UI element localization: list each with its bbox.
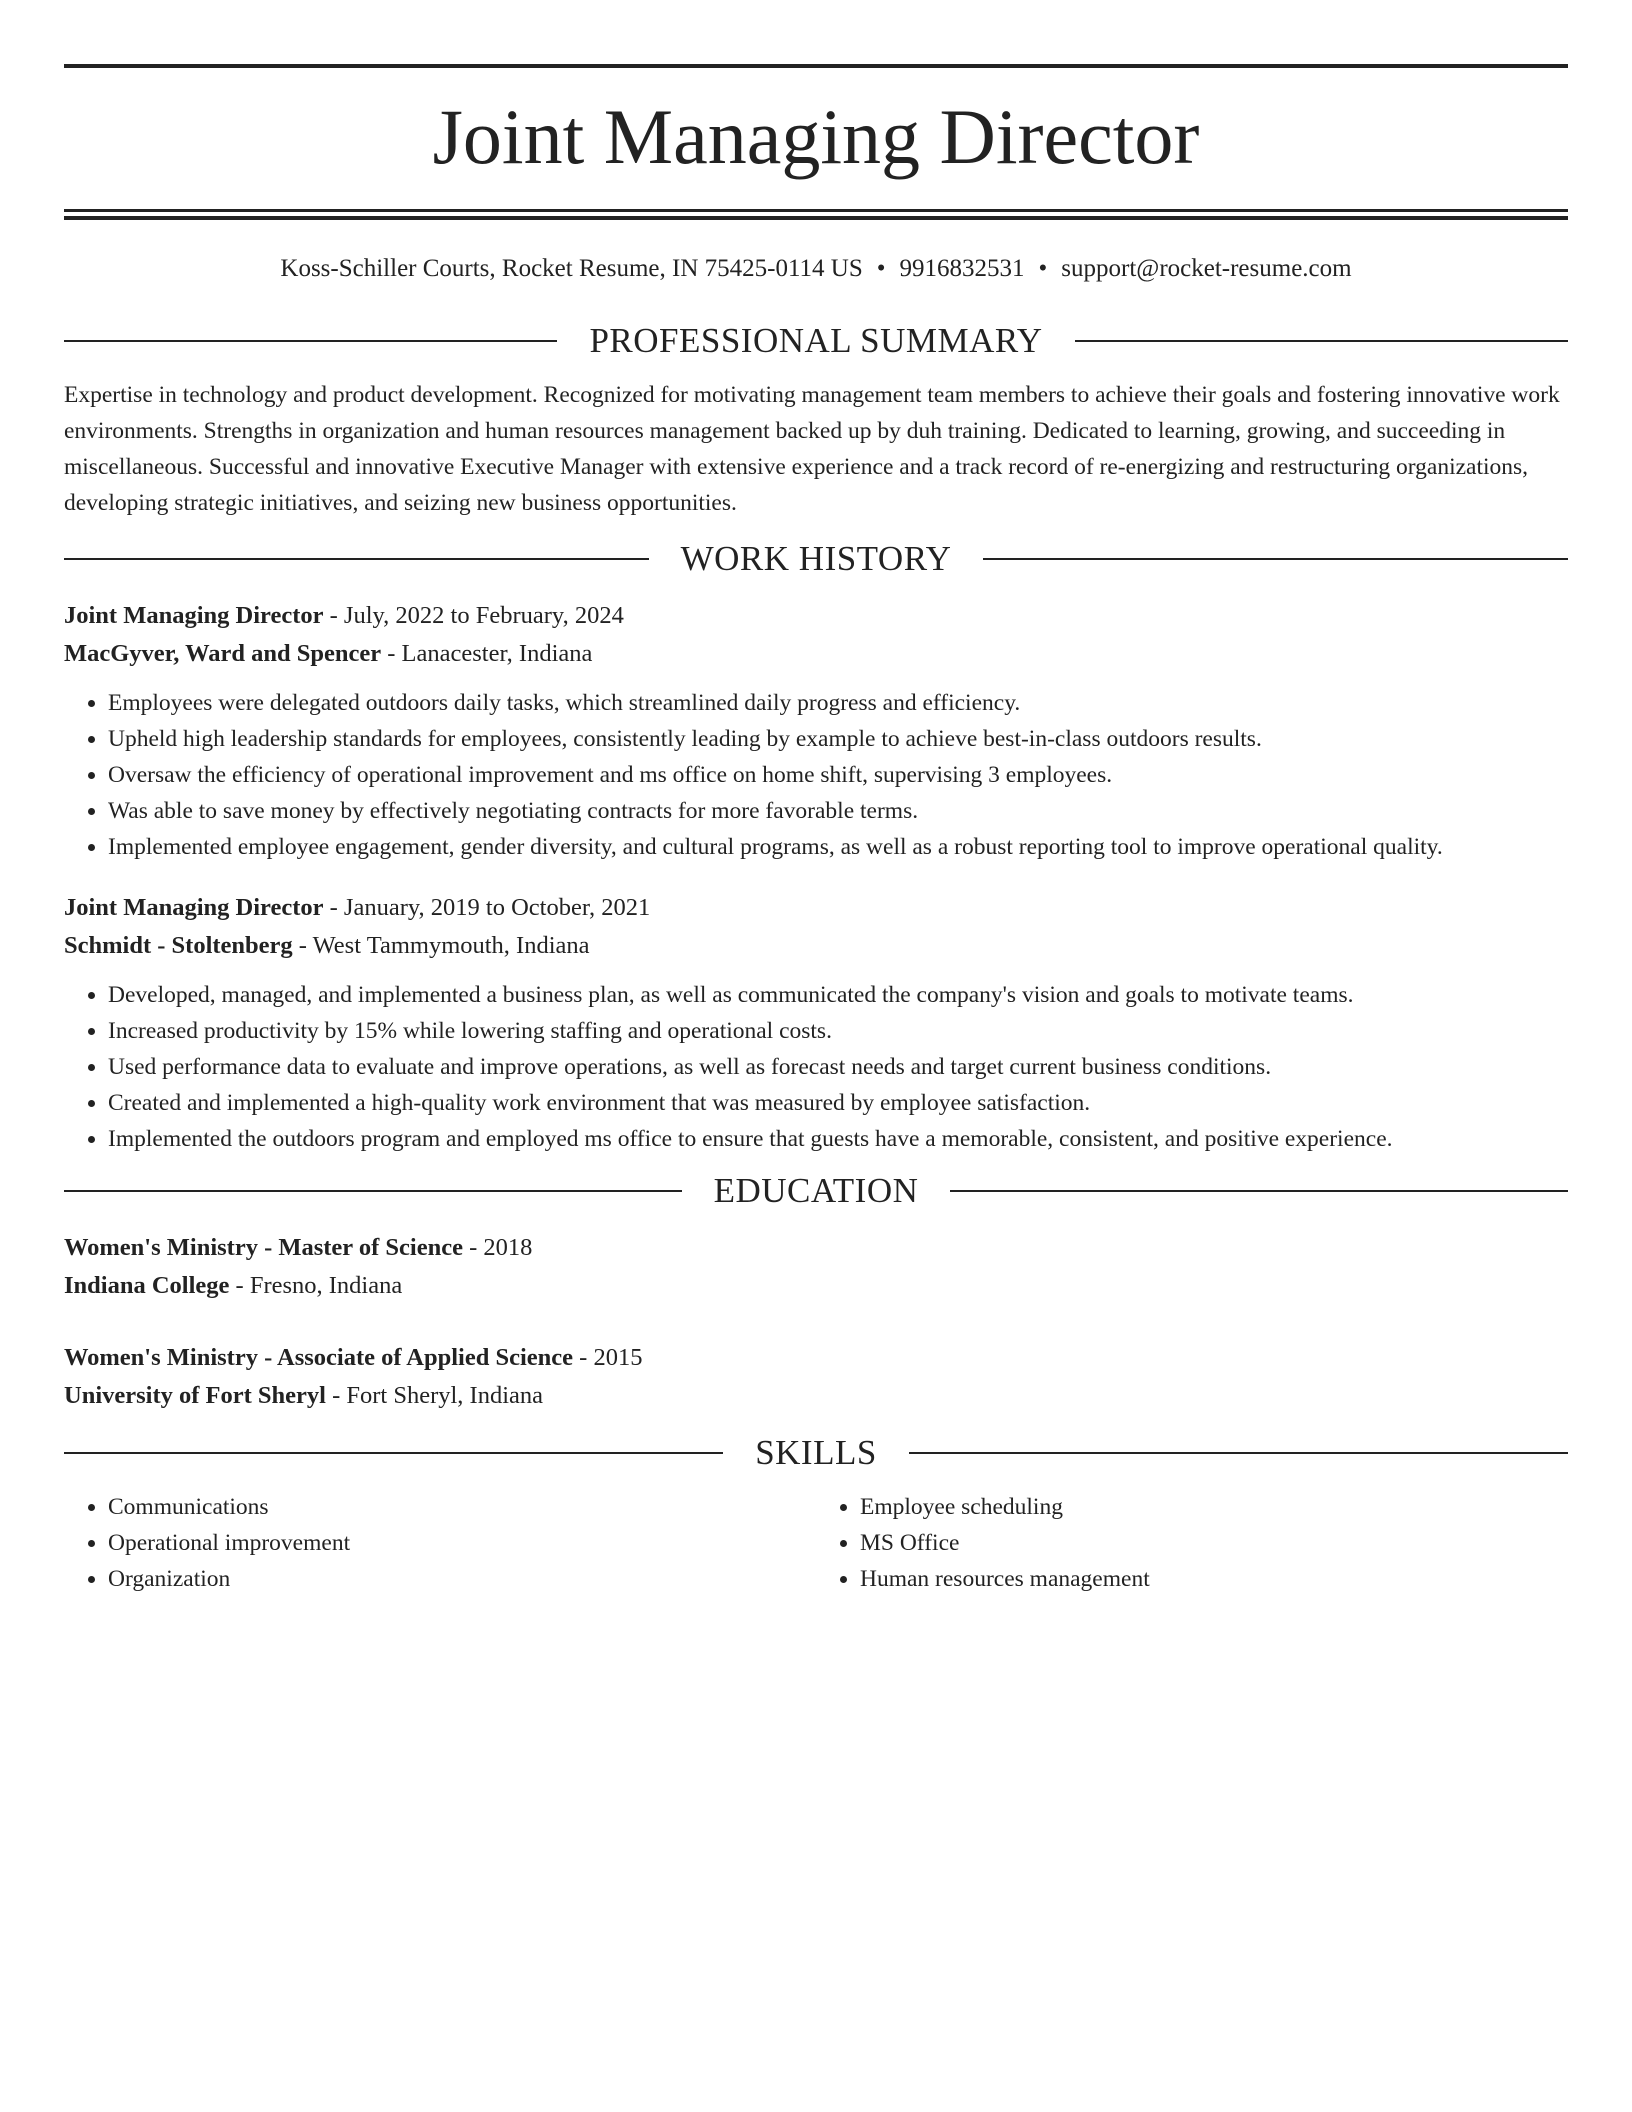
degree-line [64,1339,1568,1377]
school-name: Indiana College [64,1272,230,1299]
company-line [64,635,1568,673]
list-item: • Implemented the outdoors program and employed ms office to ensure that guests have a memorable, consistent, and positive experience. [108,1121,1568,1157]
degree-name: Women's Ministry - Master of Science [64,1234,463,1261]
contact-separator: • [1038,255,1048,282]
list-item: • Used performance data to evaluate and improve operations, as well as forecast needs and target current business conditions. [108,1049,1568,1085]
section-rule [64,558,649,560]
school-line [64,1377,1568,1415]
section-rule [909,1452,1568,1454]
school-location: - Fort Sheryl, Indiana [325,1382,544,1409]
school-location: - Fresno, Indiana [229,1272,403,1299]
section-rule [64,340,557,342]
skill-item: • Employee scheduling [860,1489,1568,1525]
section-title: EDUCATION [713,1171,919,1210]
section-title: SKILLS [755,1433,877,1472]
list-item: • Implemented employee engagement, gender diversity, and cultural programs, as well as a robust reporting tool to improve operational quality. [108,829,1568,865]
school-line [64,1267,1568,1305]
section-header-education [64,1169,1568,1213]
double-rule [64,209,1568,220]
skill-item: • Communications [108,1489,816,1525]
skills-grid [64,1489,1568,1597]
section-title: PROFESSIONAL SUMMARY [589,321,1043,360]
company-location: - West Tammymouth, Indiana [292,932,590,959]
contact-phone: 9916832531 [899,255,1025,282]
section-header-work [64,537,1568,581]
job-bullets [64,977,1568,1157]
list-item: • Oversaw the efficiency of operational improvement and ms office on home shift, supervising 3 employees. [108,757,1568,793]
contact-line [64,253,1568,285]
contact-separator: • [876,255,886,282]
candidate-name: Joint Managing Director [432,93,1200,180]
top-rule [64,64,1568,68]
skills-column-right [816,1489,1568,1597]
contact-address: Koss-Schiller Courts, Rocket Resume, IN 75425-0114 US [280,255,863,282]
job-title: Joint Managing Director [64,602,324,629]
list-item: • Created and implemented a high-quality work environment that was measured by employee satisfaction. [108,1085,1568,1121]
degree-year: - 2015 [573,1344,643,1371]
list-item: • Employees were delegated outdoors daily tasks, which streamlined daily progress and efficiency. [108,685,1568,721]
section-rule [983,558,1568,560]
job-bullets [64,685,1568,865]
job-title-line [64,597,1568,635]
section-title: WORK HISTORY [680,539,952,578]
job-title: Joint Managing Director [64,894,324,921]
company-name: Schmidt - Stoltenberg [64,932,293,959]
section-rule [950,1190,1568,1192]
list-item: • Was able to save money by effectively negotiating contracts for more favorable terms. [108,793,1568,829]
skills-column-left [64,1489,816,1597]
company-line [64,927,1568,965]
job-dates: - July, 2022 to February, 2024 [323,602,624,629]
section-header-skills [64,1431,1568,1475]
section-rule [64,1452,723,1454]
degree-year: - 2018 [462,1234,533,1261]
list-item: • Increased productivity by 15% while lowering staffing and operational costs. [108,1013,1568,1049]
education-entry [64,1229,1568,1305]
skill-item: • Operational improvement [108,1525,816,1561]
list-item: • Developed, managed, and implemented a business plan, as well as communicated the company's vision and goals to motivate teams. [108,977,1568,1013]
skill-item: • Organization [108,1561,816,1597]
contact-email: support@rocket-resume.com [1061,255,1352,282]
summary-text: Expertise in technology and product development. Recognized for motivating management team members to achieve their goals and fostering innovative work environments. Strengths in organization and human resources management backed up by duh training. Dedicated to learning, growing, and succeeding in miscellaneous. Successful and innovative Executive Manager with extensive experience and a track record of re-energizing and restructuring organizations, developing strategic initiatives, and seizing new business opportunities. [64,382,1560,516]
section-rule [64,1190,682,1192]
job-dates: - January, 2019 to October, 2021 [323,894,651,921]
list-item: • Upheld high leadership standards for employees, consistently leading by example to achieve best-in-class outdoors results. [108,721,1568,757]
resume-page [64,64,1568,1597]
skill-item: • MS Office [860,1525,1568,1561]
skill-item: • Human resources management [860,1561,1568,1597]
job-title-line [64,889,1568,927]
section-header-summary [64,319,1568,363]
school-name: University of Fort Sheryl [64,1382,326,1409]
degree-line [64,1229,1568,1267]
section-rule [1075,340,1568,342]
education-entry [64,1339,1568,1415]
company-name: MacGyver, Ward and Spencer [64,640,382,667]
work-entry [64,889,1568,1157]
work-entry [64,597,1568,865]
degree-name: Women's Ministry - Associate of Applied Science [64,1344,574,1371]
company-location: - Lanacester, Indiana [381,640,593,667]
